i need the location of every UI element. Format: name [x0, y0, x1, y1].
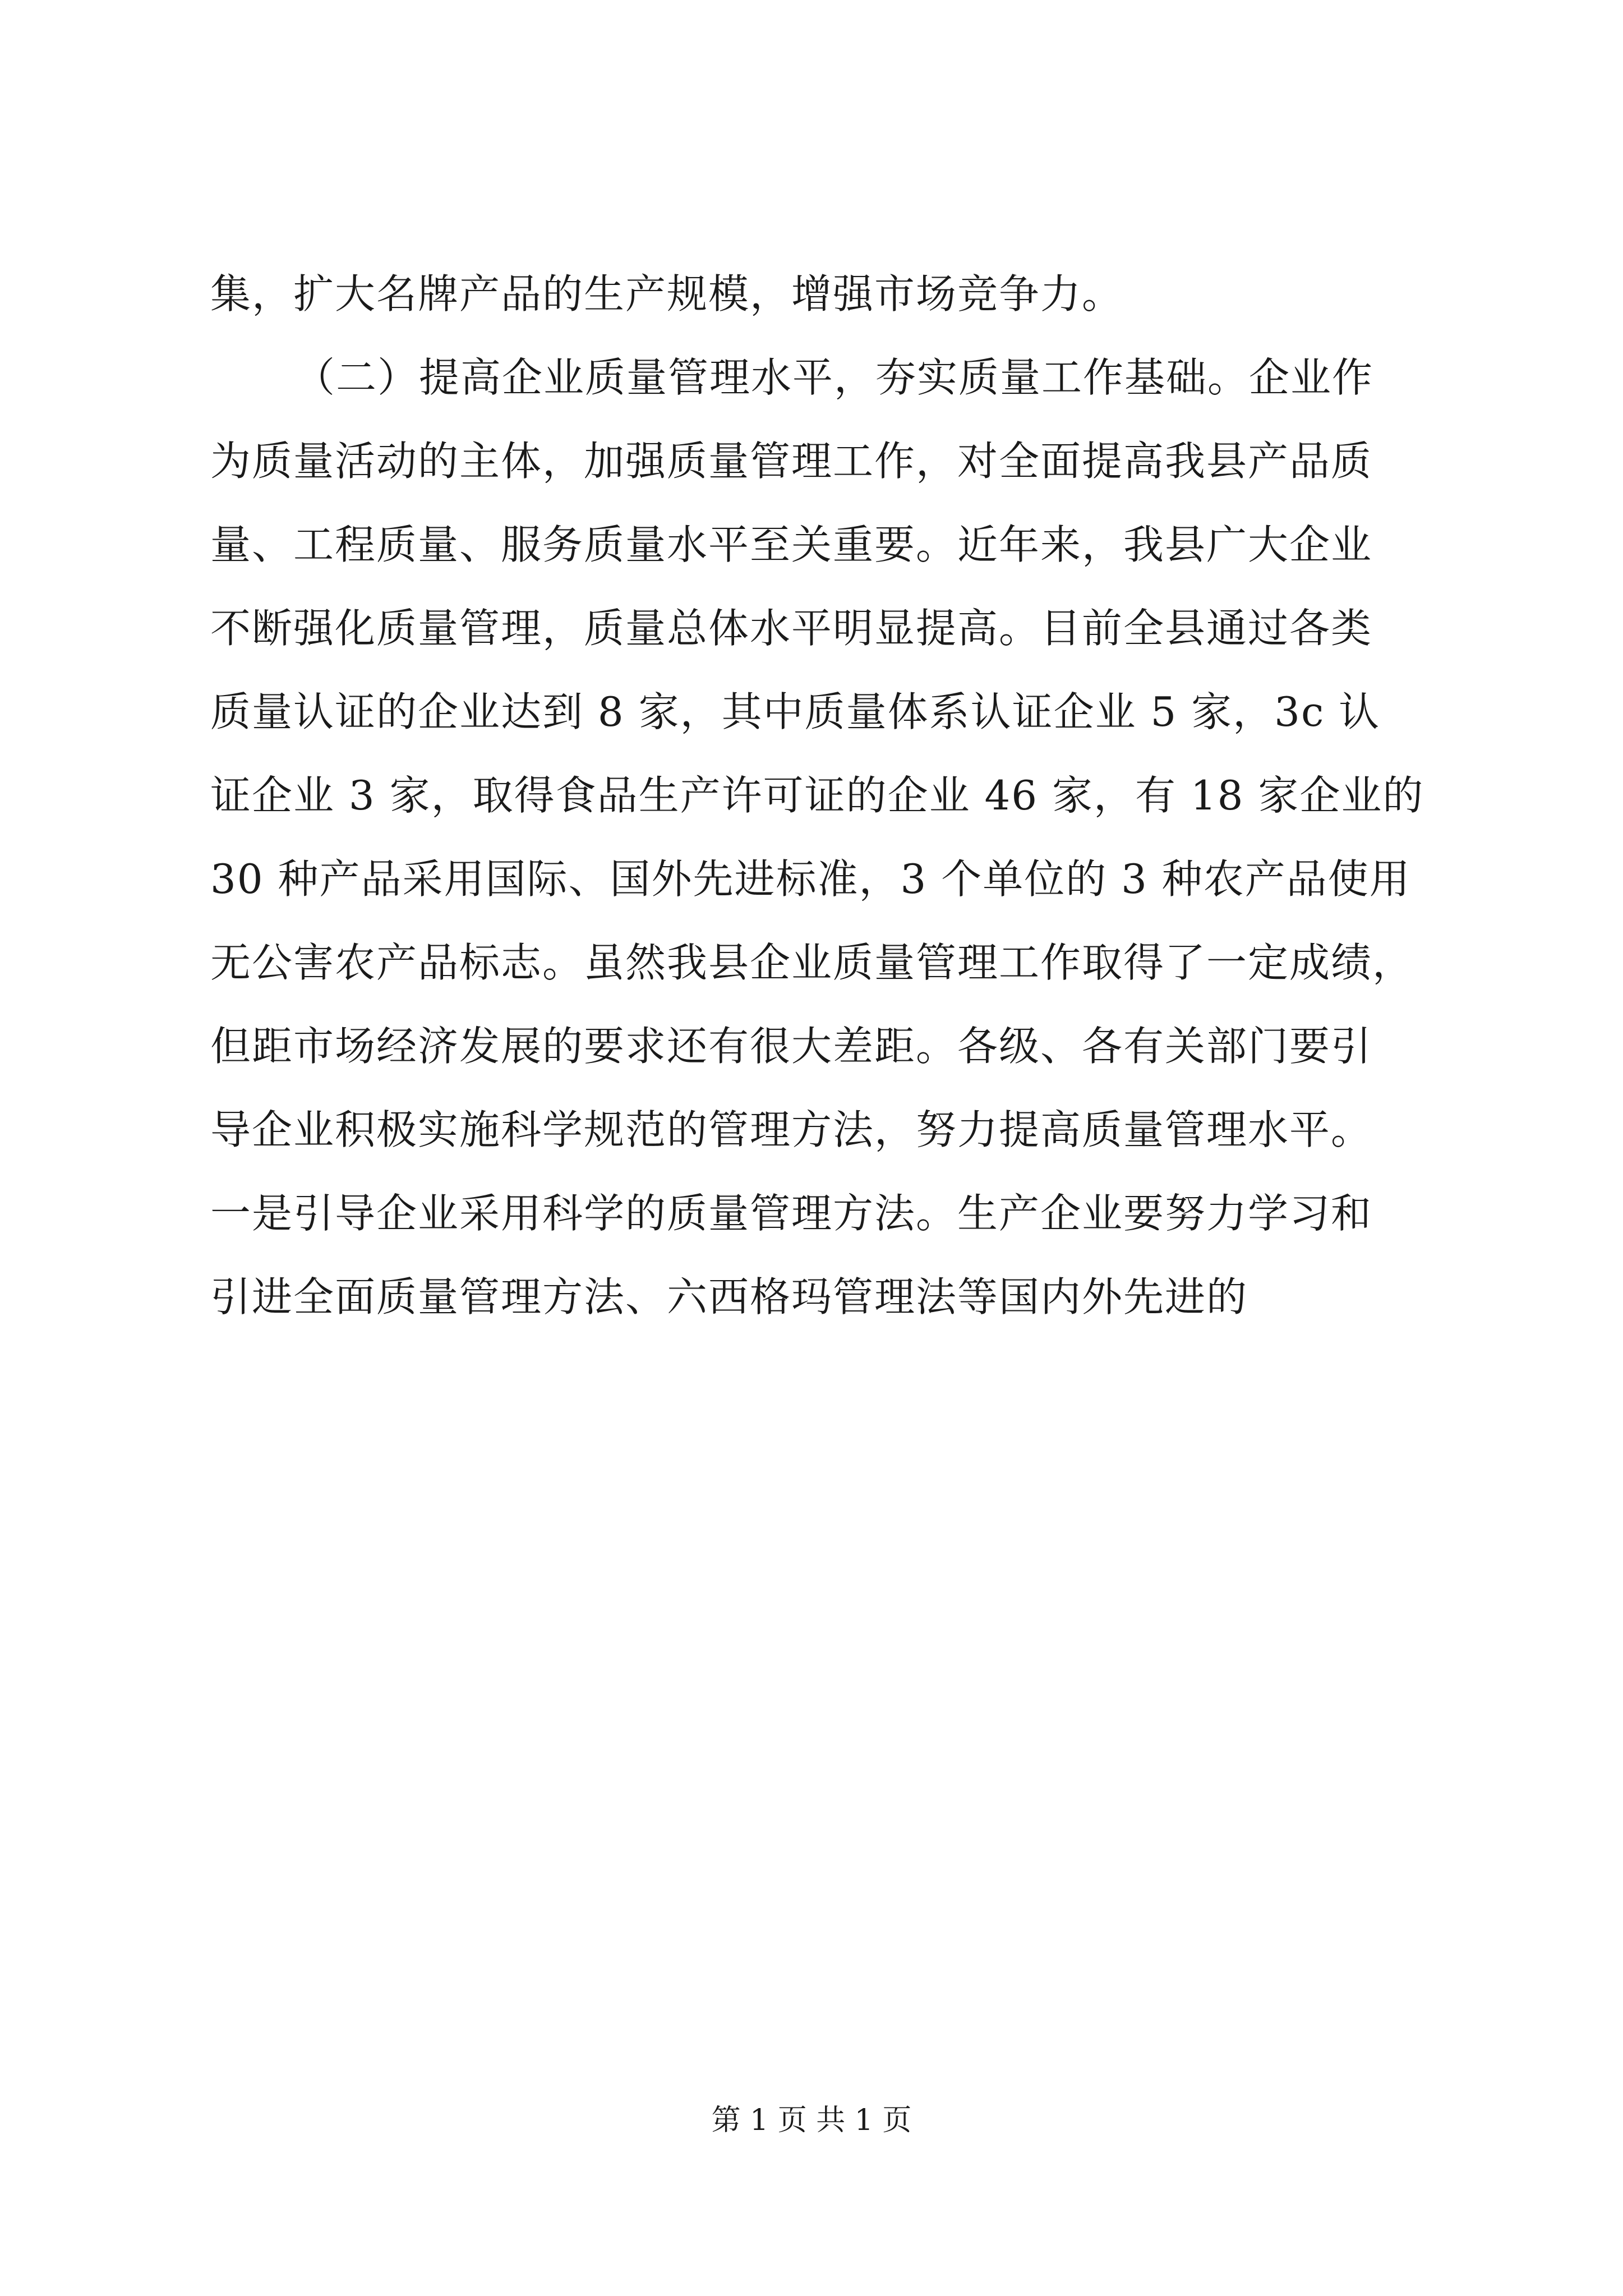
text-line: 质量认证的企业达到 8 家，其中质量体系认证企业 5 家，3c 认: [210, 688, 1381, 735]
text-line: 引进全面质量管理方法、六西格玛管理法等国内外先进的: [210, 1273, 1248, 1320]
text-line: 导企业积极实施科学规范的管理方法，努力提高质量管理水平。: [210, 1106, 1373, 1153]
text-line: 一是引导企业采用科学的质量管理方法。生产企业要努力学习和: [210, 1190, 1373, 1237]
text-line: 30 种产品采用国际、国外先进标准，3 个单位的 3 种农产品使用: [210, 855, 1411, 903]
page-footer: [0, 2101, 1623, 2140]
text-line: 为质量活动的主体，加强质量管理工作，对全面提高我县产品质: [210, 438, 1373, 485]
text-line: 量、工程质量、服务质量水平至关重要。近年来，我县广大企业: [210, 521, 1373, 568]
text-line: 但距市场经济发展的要求还有很大差距。各级、各有关部门要引: [210, 1023, 1373, 1070]
paragraph-start-line: （二）提高企业质量管理水平，夯实质量工作基础。企业作: [294, 354, 1374, 401]
page-number: 第 1 页 共 1 页: [711, 2104, 912, 2137]
text-line: 不断强化质量管理，质量总体水平明显提高。目前全县通过各类: [210, 605, 1373, 652]
text-line: 证企业 3 家，取得食品生产许可证的企业 46 家，有 18 家企业的: [210, 772, 1424, 819]
document-body: [210, 252, 1422, 1339]
text-line: 无公害农产品标志。虽然我县企业质量管理工作取得了一定成绩，: [210, 939, 1414, 986]
text-line: 集，扩大名牌产品的生产规模，增强市场竞争力。: [210, 270, 1124, 318]
